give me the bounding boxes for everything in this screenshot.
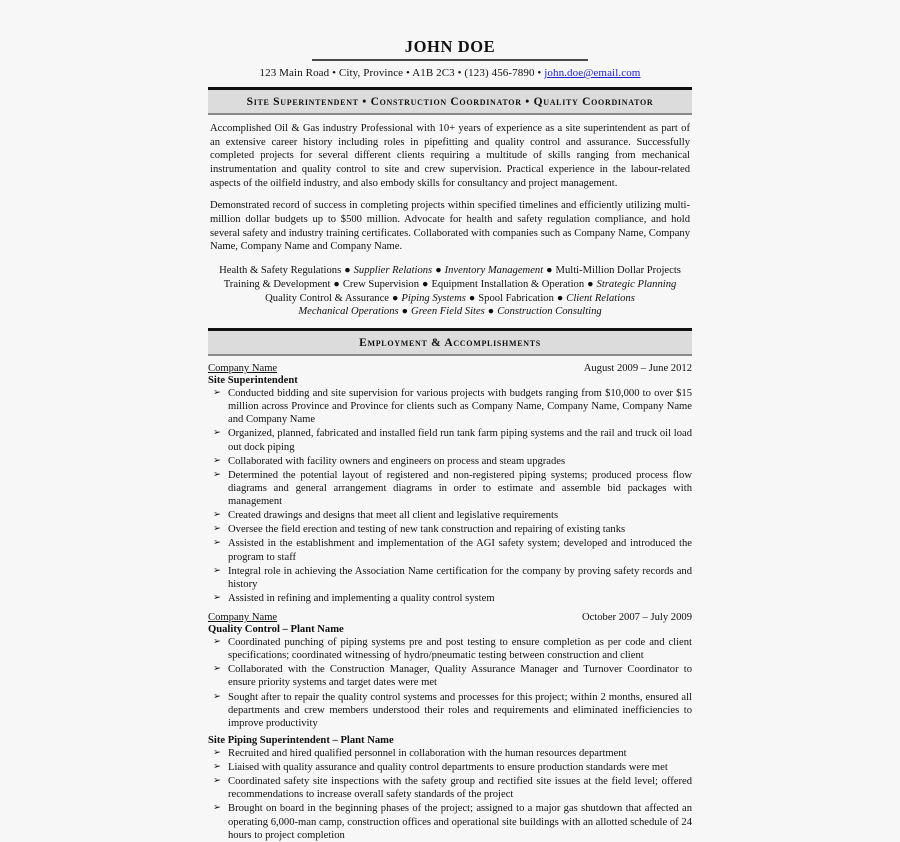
keyword-item: Training & Development <box>223 278 331 290</box>
keyword-item: Spool Fabrication <box>478 292 554 304</box>
job-bullets <box>208 387 692 605</box>
keyword-item: Health & Safety Regulations <box>219 265 342 277</box>
list-item <box>208 636 692 662</box>
summary-paragraph-1: Accomplished Oil & Gas industry Professional with 10+ years of experience as a site superintendent as part of an extensive career history including roles in pipefitting and quality control and assurance. Successfully completed projects for several different clients requiring a multitude of skills ranging from mechanical instrumentation and quality control to site and crew supervision. Practical experience in the labour-related aspects of the oilfield industry, and also embody skills for consultancy and project management. <box>210 123 690 189</box>
list-item-text: Oversee the field erection and testing of new tank construction and repairing of existing tanks <box>228 524 626 536</box>
list-item <box>208 537 692 563</box>
keyword-separator-icon: ● <box>422 278 429 290</box>
list-item <box>208 775 692 801</box>
arrow-bullet-icon: ➢ <box>213 388 221 399</box>
list-item-text: Sought after to repair the quality control systems and processes for this project; within 2 months, ensured all departments and crew members understood their roles and requirements and eliminated inefficiencies to improve productivity <box>228 691 692 729</box>
keyword-item: Strategic Planning <box>596 278 677 290</box>
keyword-item: Piping Systems <box>401 292 466 304</box>
keyword-separator-icon: ● <box>487 306 495 318</box>
keyword-line <box>212 264 688 278</box>
keyword-line <box>212 278 688 292</box>
list-item-text: Created drawings and designs that meet all client and legislative requirements <box>228 510 559 522</box>
employment-bar <box>208 328 692 356</box>
arrow-bullet-icon: ➢ <box>213 538 221 549</box>
job-entry <box>208 612 692 842</box>
list-item-text: Collaborated with the Construction Manager, Quality Assurance Manager and Turnover Coordinator to ensure priority systems and target dates were met <box>228 664 692 689</box>
keyword-item: Crew Supervision <box>342 278 420 290</box>
arrow-bullet-icon: ➢ <box>213 747 221 758</box>
arrow-bullet-icon: ➢ <box>213 762 221 773</box>
employment-entries <box>208 363 692 842</box>
list-item-text: Liaised with quality assurance and quality control departments to ensure production standards were met <box>228 762 668 774</box>
employment-bar-text: Employment & Accomplishments <box>359 337 541 350</box>
headline-text: Site Superintendent • Construction Coordinator • Quality Coordinator <box>246 96 654 109</box>
list-item <box>208 691 692 730</box>
list-item <box>208 469 692 508</box>
keyword-separator-icon: ● <box>333 278 340 290</box>
page-title: JOHN DOE <box>404 37 496 56</box>
arrow-bullet-icon: ➢ <box>213 455 221 466</box>
summary-paragraph-2: Demonstrated record of success in completing projects within specified timelines and efficiently utilizing multi-million dollar budgets up to $500 million. Advocate for health and safety regulation compliance, and hold several safety and industry training certificates. Collaborated with companies such as Company Name, Company Name, Company Name and Company Name. <box>210 200 690 253</box>
arrow-bullet-icon: ➢ <box>213 691 221 702</box>
list-item <box>208 455 692 468</box>
contact-details: 123 Main Road • City, Province • A1B 2C3 • (123) 456-7890 • <box>259 67 545 80</box>
arrow-bullet-icon: ➢ <box>213 565 221 576</box>
list-item <box>208 509 692 522</box>
arrow-bullet-icon: ➢ <box>213 524 221 535</box>
job-dates: October 2007 – July 2009 <box>581 612 692 624</box>
keyword-separator-icon: ● <box>401 306 409 318</box>
keyword-item: Inventory Management <box>444 265 544 277</box>
job-title: Site Superintendent <box>208 375 298 387</box>
headline-bar <box>208 87 692 115</box>
keyword-line <box>212 292 688 306</box>
list-item <box>208 747 692 760</box>
arrow-bullet-icon: ➢ <box>213 803 221 814</box>
arrow-bullet-icon: ➢ <box>213 592 221 603</box>
keyword-item: Multi-Million Dollar Projects <box>555 265 681 277</box>
keyword-item: Supplier Relations <box>353 265 433 277</box>
list-item-text: Assisted in refining and implementing a quality control system <box>228 592 495 604</box>
keyword-line <box>212 305 688 319</box>
job-title: Quality Control – Plant Name <box>208 624 344 636</box>
list-item <box>208 592 692 605</box>
list-item-text: Conducted bidding and site supervision for various projects with budgets ranging from $10,000 to over $15 million across Province and Province for clients such as Company Name, Company Name, Company Name and Company Name <box>228 388 692 426</box>
keyword-separator-icon: ● <box>344 265 351 277</box>
list-item-text: Recruited and hired qualified personnel in collaboration with the human resources department <box>228 747 627 759</box>
list-item <box>208 387 692 426</box>
keyword-item: Green Field Sites <box>411 306 485 318</box>
keyword-item: Quality Control & Assurance <box>265 292 390 304</box>
job-bullets <box>208 636 692 730</box>
list-item <box>208 802 692 841</box>
keyword-item: Client Relations <box>566 292 635 304</box>
contact-line <box>208 67 692 79</box>
list-item <box>208 523 692 536</box>
arrow-bullet-icon: ➢ <box>213 428 221 439</box>
job-dates: August 2009 – June 2012 <box>583 363 692 375</box>
keyword-item: Equipment Installation & Operation <box>431 278 585 290</box>
list-item <box>208 565 692 591</box>
arrow-bullet-icon: ➢ <box>213 664 221 675</box>
keyword-item: Mechanical Operations <box>298 306 399 318</box>
keyword-separator-icon: ● <box>587 278 594 290</box>
list-item <box>208 761 692 774</box>
list-item-text: Determined the potential layout of registered and non-registered piping systems; produced process flow diagrams and general arrangement diagrams in order to estimate and assemble bid packages with management <box>228 469 692 508</box>
list-item-text: Assisted in the establishment and implementation of the AGI safety system; developed and introduced the program to staff <box>228 538 692 563</box>
list-item-text: Integral role in achieving the Association Name certification for the company by proving safety records and history <box>228 565 692 590</box>
list-item-text: Organized, planned, fabricated and installed field run tank farm piping systems and the rail and truck oil load out dock piping <box>228 428 692 453</box>
list-item <box>208 427 692 453</box>
company-name: Company Name <box>208 363 278 375</box>
job-header <box>208 363 692 374</box>
title-divider <box>312 59 588 61</box>
list-item-text: Brought on board in the beginning phases of the project; assigned to a major gas shutdown that affected an operating 6,000-man camp, construction offices and operational site buildings with an allotted schedule of 24 hours to project completion <box>228 803 692 841</box>
list-item-text: Coordinated punching of piping systems pre and post testing to ensure completion as per code and client specifications; coordinated witnessing of hydro/pneumatic testing between construction and client <box>228 637 692 662</box>
resume-page <box>208 0 692 841</box>
list-item-text: Coordinated safety site inspections with the safety group and rectified site issues at the field level; offered recommendations to increase overall safety standards of the project <box>228 776 692 801</box>
email-link[interactable]: john.doe@email.com <box>544 67 641 80</box>
keyword-separator-icon: ● <box>546 265 553 277</box>
arrow-bullet-icon: ➢ <box>213 776 221 787</box>
company-name: Company Name <box>208 612 278 624</box>
job-entry <box>208 363 692 605</box>
list-item <box>208 663 692 689</box>
arrow-bullet-icon: ➢ <box>213 469 221 480</box>
list-item-text: Collaborated with facility owners and engineers on process and steam upgrades <box>228 455 566 467</box>
keyword-separator-icon: ● <box>392 292 399 304</box>
keyword-separator-icon: ● <box>468 292 476 304</box>
job-header <box>208 612 692 623</box>
keyword-separator-icon: ● <box>556 292 564 304</box>
job-sub-title: Site Piping Superintendent – Plant Name <box>208 734 394 746</box>
keyword-separator-icon: ● <box>435 265 442 277</box>
keyword-item: Construction Consulting <box>497 306 602 318</box>
arrow-bullet-icon: ➢ <box>213 637 221 648</box>
job-sub-bullets <box>208 747 692 842</box>
keyword-list <box>208 264 692 319</box>
arrow-bullet-icon: ➢ <box>213 510 221 521</box>
